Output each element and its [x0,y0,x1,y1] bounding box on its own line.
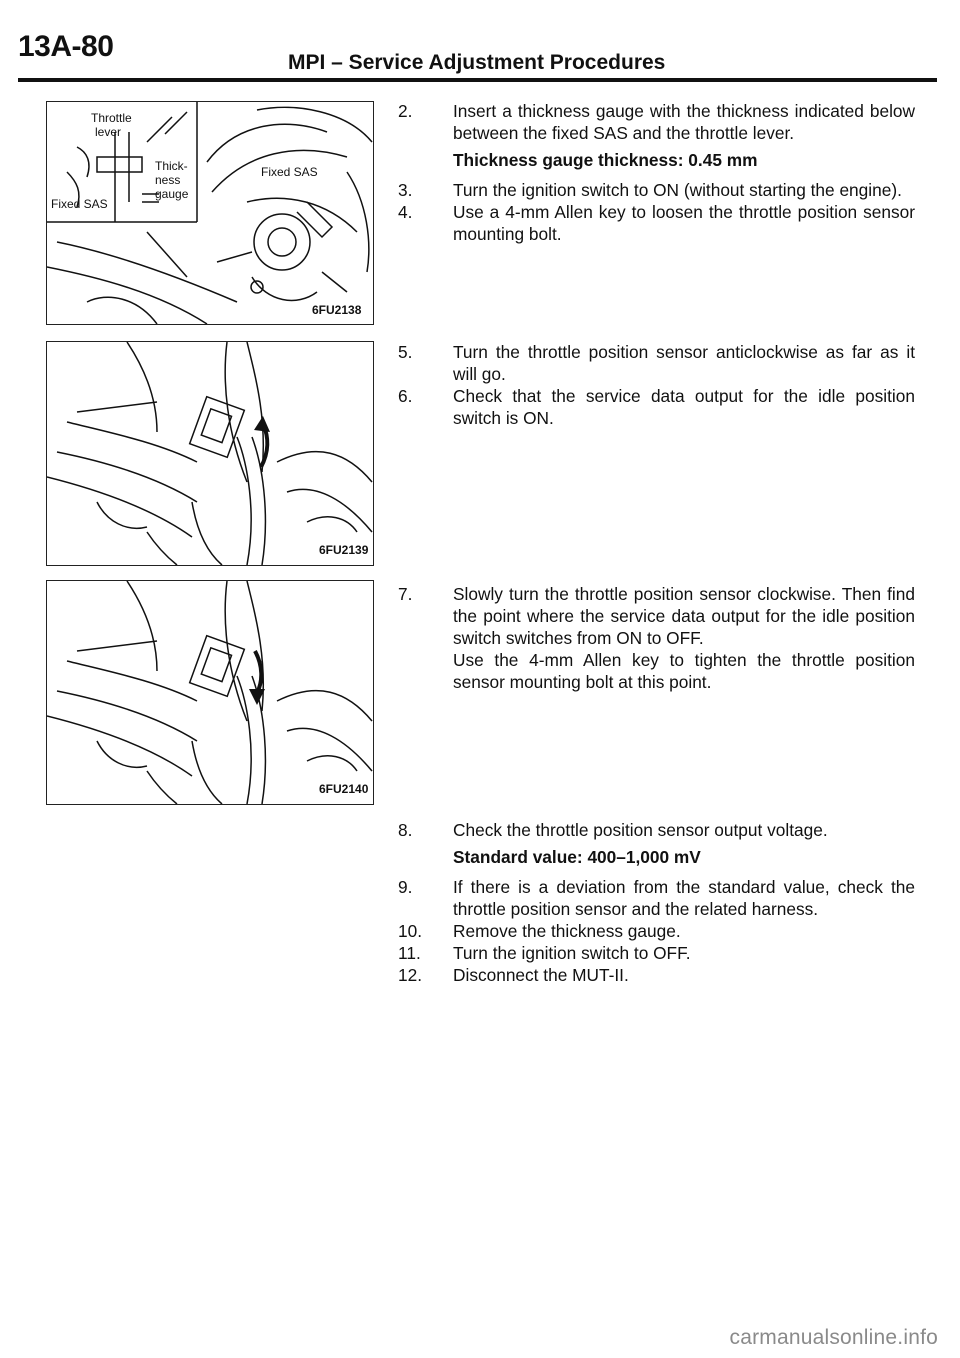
label-thickness-3: gauge [155,187,189,201]
page-number: 13A-80 [18,30,114,63]
header-rule [18,78,937,82]
label-fixed-sas-right: Fixed SAS [261,165,318,179]
label-fixed-sas-left: Fixed SAS [51,197,108,211]
figure-thickness-gauge [46,101,374,325]
spec-thickness-gauge: Thickness gauge thickness: 0.45 mm [453,150,758,170]
sensor-illustration [47,581,373,804]
figure-code: 6FU2138 [312,303,362,317]
figure-sensor-anticlockwise [46,341,374,566]
label-throttle-lever-2: lever [95,125,122,139]
figure-code: 6FU2140 [319,782,369,796]
spec-standard-value: Standard value: 400–1,000 mV [453,847,701,867]
figure-code: 6FU2139 [319,543,369,557]
page-title: MPI – Service Adjustment Procedures [288,51,666,74]
figure-sensor-clockwise [46,580,374,805]
arrow-head-icon [254,416,270,432]
label-thickness-1: Thick- [155,159,188,173]
watermark: carmanualsonline.info [729,1326,938,1349]
sensor-illustration [47,342,373,565]
throttle-body-illustration [47,102,373,324]
label-throttle-lever-1: Throttle [91,111,132,125]
label-thickness-2: ness [155,173,181,187]
